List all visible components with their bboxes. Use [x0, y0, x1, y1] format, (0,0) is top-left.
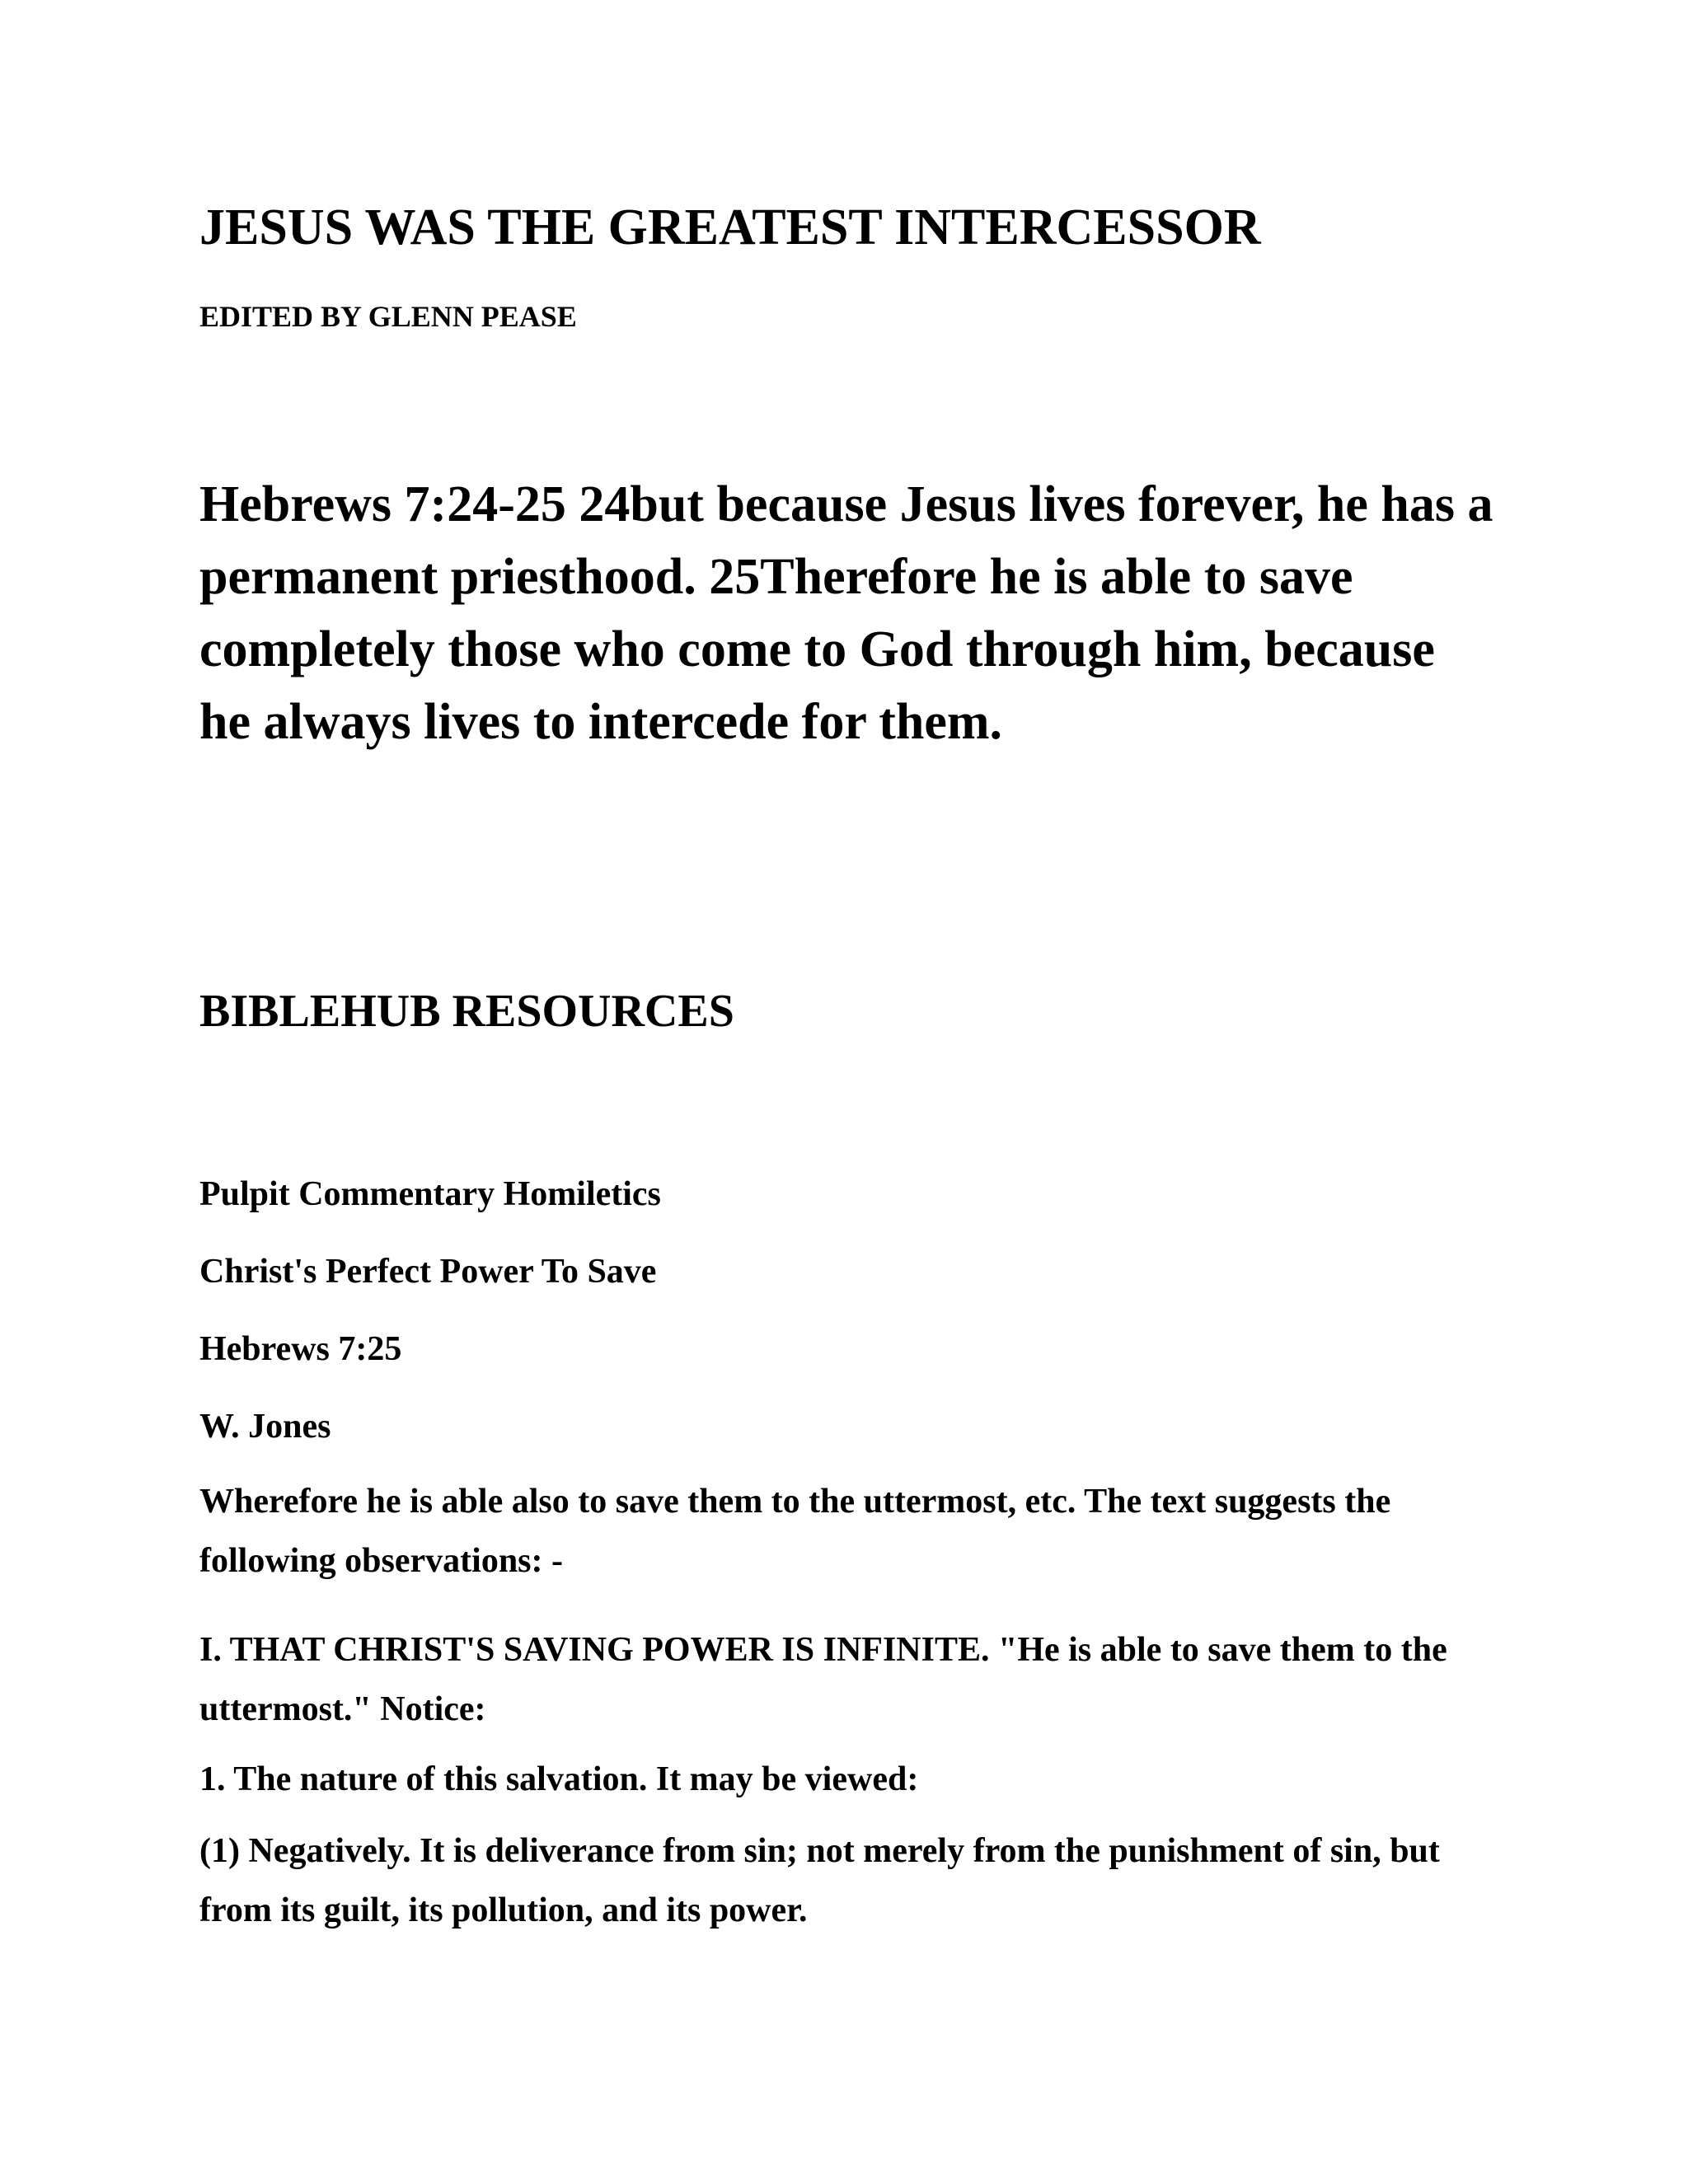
- body-paragraph: Wherefore he is able also to save them to the uttermost, etc. The text suggests the following observations: -: [199, 1483, 1391, 1580]
- scripture-passage: Hebrews 7:24-25 24but because Jesus lives forever, he has a permanent priesthood. 25Therefore he is able to save completely those who come to God through him, because he always lives to intercede for them.: [199, 476, 1493, 750]
- body-paragraph: I. THAT CHRIST'S SAVING POWER IS INFINITE. "He is able to save them to the uttermost." Notice:: [199, 1631, 1447, 1728]
- editor-credit: EDITED BY GLENN PEASE: [199, 300, 577, 333]
- document-title: JESUS WAS THE GREATEST INTERCESSOR: [199, 199, 1261, 255]
- body-paragraph: (1) Negatively. It is deliverance from sin; not merely from the punishment of sin, but from its guilt, its pollution, and its power.: [199, 1832, 1440, 1929]
- author-name: W. Jones: [199, 1408, 331, 1446]
- source-name: Pulpit Commentary Homiletics: [199, 1175, 661, 1213]
- section-heading: BIBLEHUB RESOURCES: [199, 986, 734, 1037]
- body-paragraph: 1. The nature of this salvation. It may be viewed:: [199, 1760, 919, 1798]
- scripture-reference: Hebrews 7:25: [199, 1330, 402, 1368]
- sermon-title: Christ's Perfect Power To Save: [199, 1253, 657, 1291]
